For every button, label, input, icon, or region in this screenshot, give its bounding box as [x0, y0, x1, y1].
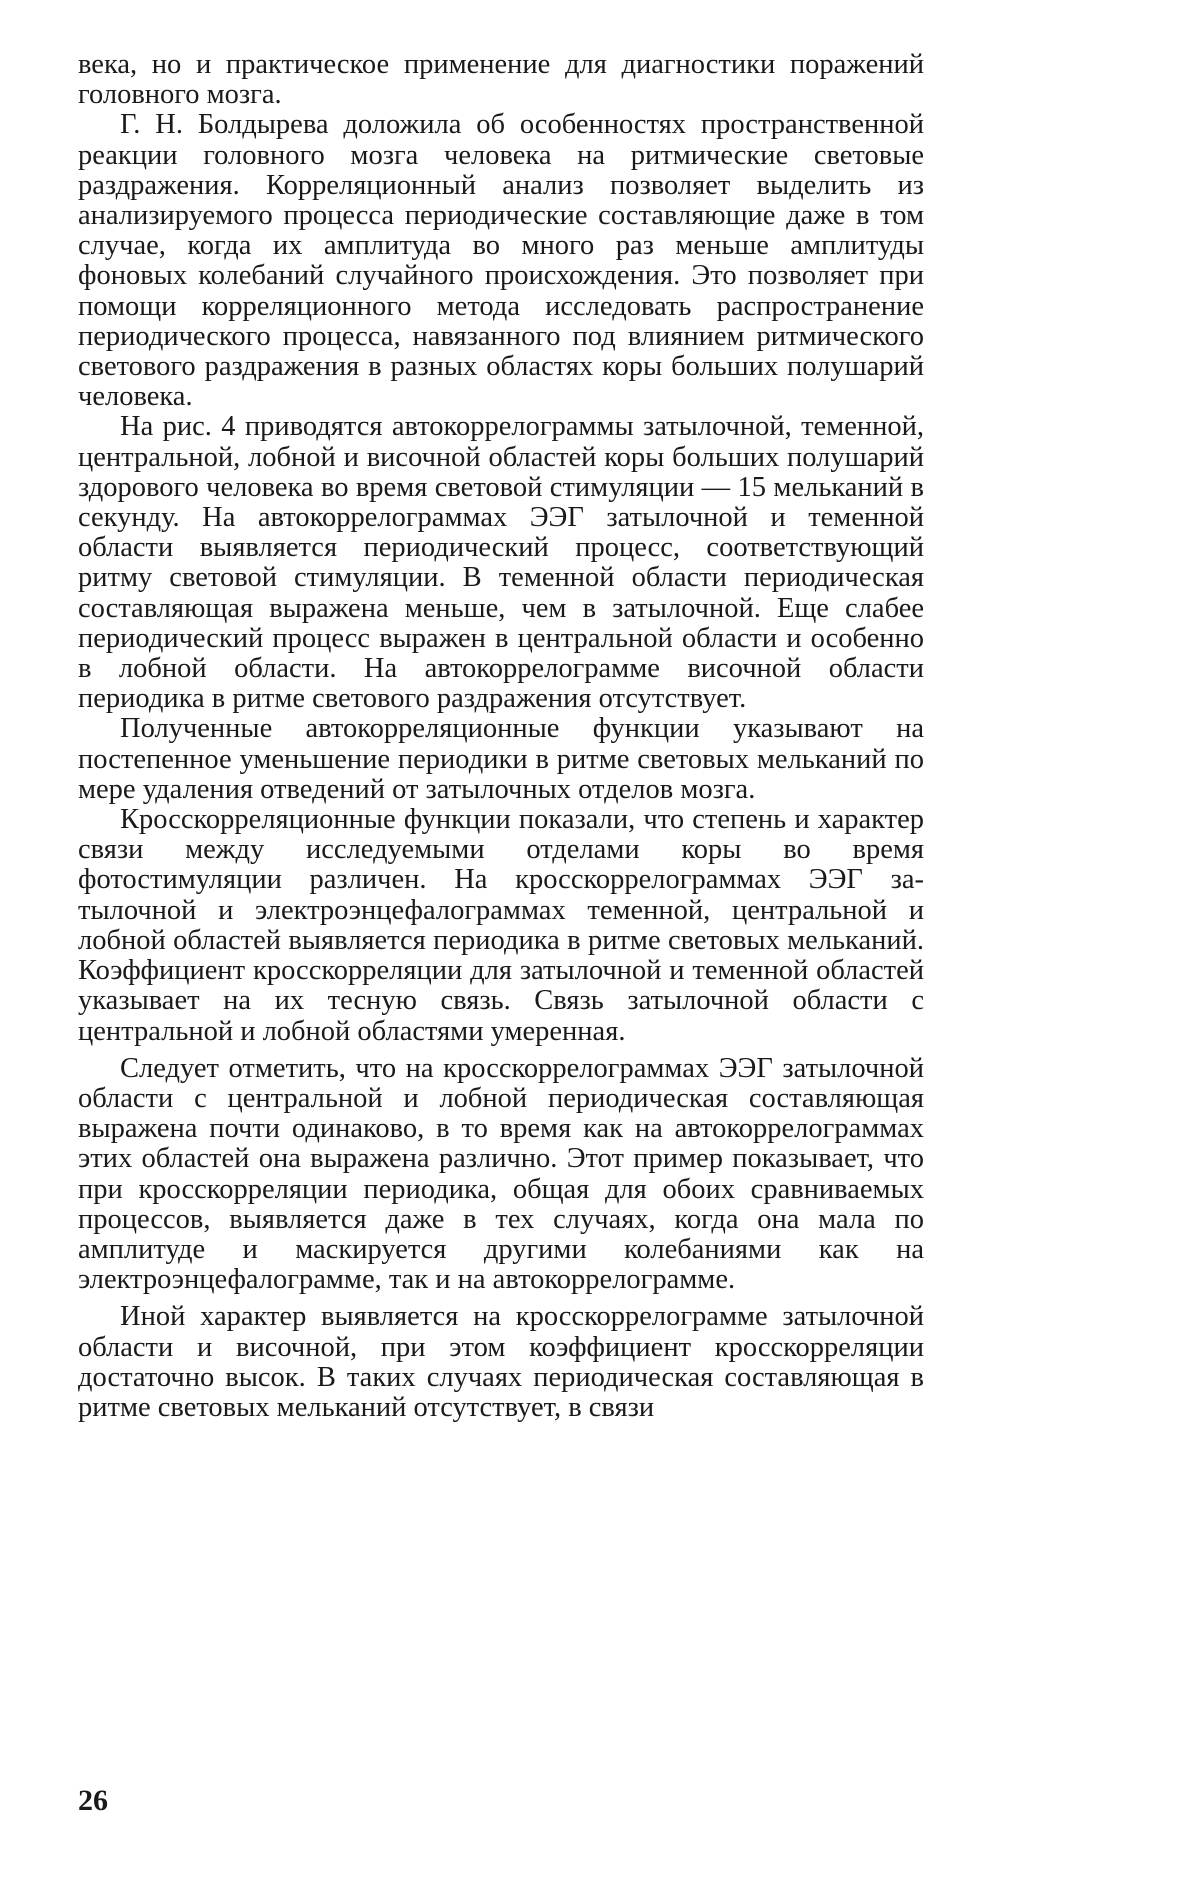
- paragraph-figure-4-description: На рис. 4 приводятся автокоррелограммы затылочной, теменной, центральной, лобной и височной областей коры больших полушарий здорового человека во время световой стимуляции — 15 мельканий в секунду. На автокоррелограммах ЭЭГ затылочной и теменной области выявляется периодический процесс, соответствующий ритму световой стимуляции. В теменной области периодическая составляющая выражена меньше, чем в затылочной. Еще слабее периодический процесс выражен в центральной области и особенно в лобной области. На автокоррелограмме височной области периодика в ритме светового раздражения отсутствует.: [78, 411, 924, 715]
- paragraph-crosscorrelation-results: Кросскорреляционные функции показали, что степень и характер связи между исследуемыми отделами коры во время фотостимуляции различен. На кросскоррелограммах ЭЭГ затылочной и электроэнцефалограммах теменной, центральной и лобной областей выявляется периодика в ритме световых мельканий. Коэффициент кросскорреляции для затылочной и теменной областей указывает на их тесную связь. Связь затылочной области с центральной и лобной областями умеренная.: [78, 804, 924, 1047]
- paragraph-continuation: века, но и практическое применение для диагностики поражений головного мозга.: [78, 49, 924, 111]
- paragraph-boldyreva-report: Г. Н. Болдырева доложила об особенностях пространственной реакции головного мозга человека на ритмические световые раздражения. Корреляционный анализ позволяет выделить из анализируемого процесса периодические составляющие даже в том случае, когда их амплитуда во много раз меньше амплитуды фоновых колебаний случайного происхождения. Это позволяет при помощи корреляционного метода исследовать распространение периодического процесса, навязанного под влиянием ритмического светового раздражения в разных областях коры больших полушарий человека.: [78, 109, 924, 413]
- paragraph-autocorrelation-results: Полученные автокорреляционные функции указывают на постепенное уменьшение периодики в ритме световых мельканий по мере удаления отведений от затылочных отделов мозга.: [78, 713, 924, 805]
- paragraph-temporal-region: Иной характер выявляется на кросскоррелограмме затылочной области и височной, при этом коэффициент кросскорреляции достаточно высок. В таких случаях периодическая составляющая в ритме световых мельканий отсутствует, в связи: [78, 1301, 924, 1423]
- paragraph-crosscorrelation-note: Следует отметить, что на кросскоррелограммах ЭЭГ затылочной области с центральной и лобной периодическая составляющая выражена почти одинаково, в то время как на автокоррелограммах этих областей она выражена различно. Этот пример показывает, что при кросскорреляции периодика, общая для обоих сравниваемых процессов, выявляется даже в тех случаях, когда она мала по амплитуде и маскируется другими колебаниями как на электроэнцефалограмме, так и на автокоррелограмме.: [78, 1052, 924, 1296]
- page-number: 26: [78, 1784, 108, 1817]
- page-body: [78, 50, 924, 1423]
